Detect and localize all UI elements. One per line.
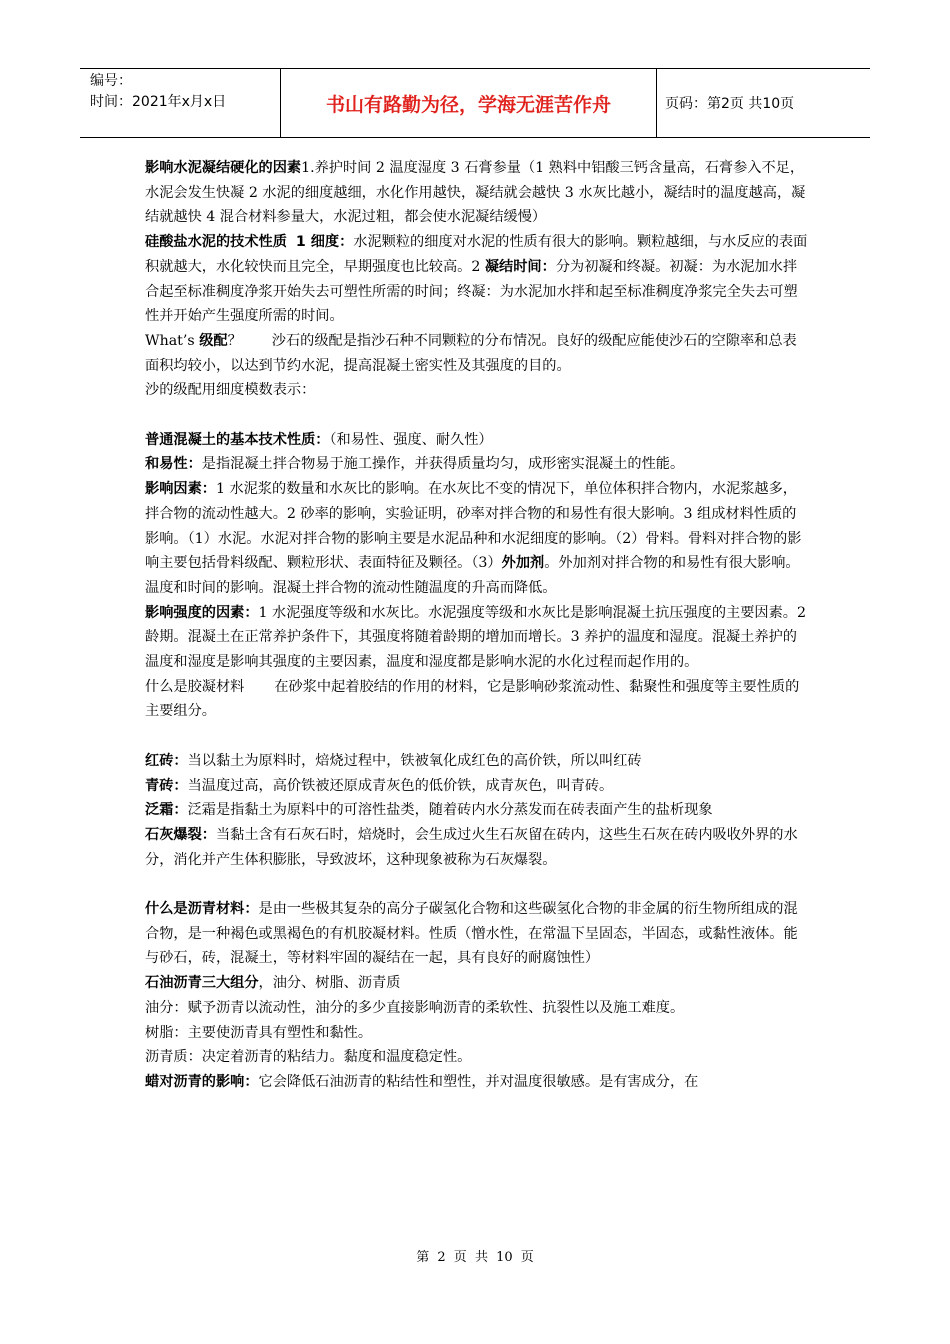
current-page-number: 2 xyxy=(437,1250,446,1265)
paragraph: 油分：赋予沥青以流动性，油分的多少直接影响沥青的柔软性、抗裂性以及施工难度。 xyxy=(145,999,685,1016)
document-body xyxy=(145,156,810,1095)
document-number-label: 编号： xyxy=(90,73,132,89)
paragraph: 沥青质：决定着沥青的粘结力。黏度和温度稳定性。 xyxy=(145,1049,472,1066)
term-heading: 级配 xyxy=(199,332,228,349)
paragraph: 影响因素：1 水泥浆的数量和水灰比的影响。在水灰比不变的情况下，单位体积拌合物内，水泥浆越多，拌合物的流动性越大。2 砂率的影响，实验证明，砂率对拌合物的和易性有很大影响。3 组成材料性质的影响。（1）水泥。水泥对拌合物的影响主要是水泥品种和水泥细度的影响。（2）骨料。骨料对拌合物的影响主要包括骨料级配、颗粒形状、表面特征及颗径。（3）外加剂。外加剂对拌合物的和易性有很大影响。温度和时间的影响。混凝土拌合物的流动性随温度的升高而降低。 xyxy=(145,481,802,596)
term-heading: 红砖： xyxy=(145,752,188,769)
paragraph: 硅酸盐水泥的技术性质 1 细度：水泥颗粒的细度对水泥的性质有很大的影响。颗粒越细，与水反应的表面积就越大，水化较快而且完全，早期强度也比较高。2 凝结时间：分为初凝和终凝。初凝：为水泥加水拌合起至标准稠度净浆开始失去可塑性所需的时间；终凝：为水泥加水拌和起至标准稠度净浆完全失去可塑性并开始产生强度所需的时间。 xyxy=(145,234,808,325)
paragraph: 蜡对沥青的影响：它会降低石油沥青的粘结性和塑性，并对温度很敏感。是有害成分，在 xyxy=(145,1073,699,1090)
paragraph: 红砖：当以黏土为原料时，焙烧过程中，铁被氧化成红色的高价铁，所以叫红砖 xyxy=(145,752,642,769)
header-page-code: 页码：第2页 共10页 xyxy=(665,96,795,112)
term-heading: 影响水泥凝结硬化的因素 xyxy=(145,160,302,176)
page-header xyxy=(80,68,870,138)
paragraph: 石灰爆裂：当黏土含有石灰石时，焙烧时，会生成过火生石灰留在砖内，这些生石灰在砖内吸收外界的水分，消化并产生体积膨胀，导致波坏，这种现象被称为石灰爆裂。 xyxy=(145,826,798,868)
term-heading: 影响强度的因素： xyxy=(145,604,259,621)
paragraph: 普通混凝土的基本技术性质：（和易性、强度、耐久性） xyxy=(145,431,493,448)
term-heading: 凝结时间： xyxy=(484,258,556,275)
paragraph: 沙的级配用细度模数表示： xyxy=(145,382,316,399)
term-heading: 蜡对沥青的影响： xyxy=(145,1073,259,1090)
paragraph: 什么是胶凝材料 在砂浆中起着胶结的作用的材料，它是影响砂浆流动性、黏聚性和强度等主要性质的主要组分。 xyxy=(145,678,800,720)
page-footer: 第 2 页 共 10 页 xyxy=(416,1250,534,1265)
term-heading: 和易性： xyxy=(145,456,202,473)
document-date: 时间：2021年x月x日 xyxy=(90,94,227,110)
term-heading: 影响因素： xyxy=(145,481,216,498)
paragraph: 泛霜：泛霜是指黏土为原料中的可溶性盐类，随着砖内水分蒸发而在砖表面产生的盐析现象 xyxy=(145,802,713,819)
term-heading: 普通混凝土的基本技术性质： xyxy=(145,431,330,448)
term-heading: 什么是沥青材料： xyxy=(145,901,259,918)
paragraph: 石油沥青三大组分，油分、树脂、沥青质 xyxy=(145,975,401,992)
paragraph: 和易性：是指混凝土拌合物易于施工操作，并获得质量均匀，成形密实混凝土的性能。 xyxy=(145,456,685,473)
header-motto: 书山有路勤为径，学海无涯苦作舟 xyxy=(281,69,657,137)
term-heading: 泛霜： xyxy=(145,802,188,819)
term-heading: 硅酸盐水泥的技术性质 xyxy=(145,234,287,251)
paragraph: 影响强度的因素：1 水泥强度等级和水灰比。水泥强度等级和水灰比是影响混凝土抗压强度的主要因素。2 龄期。混凝土在正常养护条件下，其强度将随着龄期的增加而增长。3 养护的温度和湿度。混凝土养护的温度和湿度是影响其强度的主要因素，温度和湿度都是影响水泥的水化过程而起作用的。 xyxy=(145,604,807,671)
term-heading: 石灰爆裂： xyxy=(145,826,216,843)
header-meta xyxy=(80,69,281,137)
paragraph: 影响水泥凝结硬化的因素1.养护时间 2 温度湿度 3 石膏参量（1 熟料中铝酸三钙含量高，石膏参入不足，水泥会发生快凝 2 水泥的细度越细，水化作用越快，凝结就会越快 3 水灰比越小，凝结时的温度越高，凝结就越快 4 混合材料参量大，水泥过粗，都会使水泥凝结缓慢） xyxy=(145,160,806,226)
paragraph: 树脂：主要使沥青具有塑性和黏性。 xyxy=(145,1024,373,1041)
total-page-count: 10 xyxy=(496,1250,513,1265)
term-heading: 青砖： xyxy=(145,777,188,794)
term-heading: 1 细度： xyxy=(295,234,354,251)
paragraph: What’s 级配？ 沙石的级配是指沙石种不同颗粒的分布情况。良好的级配应能使沙石的空隙率和总表面积均较小，以达到节约水泥，提高混凝土密实性及其强度的目的。 xyxy=(145,332,797,374)
term-heading: 石油沥青三大组分 xyxy=(145,975,259,992)
paragraph: 青砖：当温度过高，高价铁被还原成青灰色的低价铁，成青灰色，叫青砖。 xyxy=(145,777,614,794)
term-heading: 外加剂 xyxy=(501,555,545,572)
paragraph: 什么是沥青材料：是由一些极其复杂的高分子碳氢化合物和这些碳氢化合物的非金属的衍生物所组成的混合物，是一种褐色或黑褐色的有机胶凝材料。性质（憎水性，在常温下呈固态，半固态，或黏性液体。能与砂石，砖，混凝土，等材料牢固的凝结在一起，具有良好的耐腐蚀性） xyxy=(145,901,798,967)
